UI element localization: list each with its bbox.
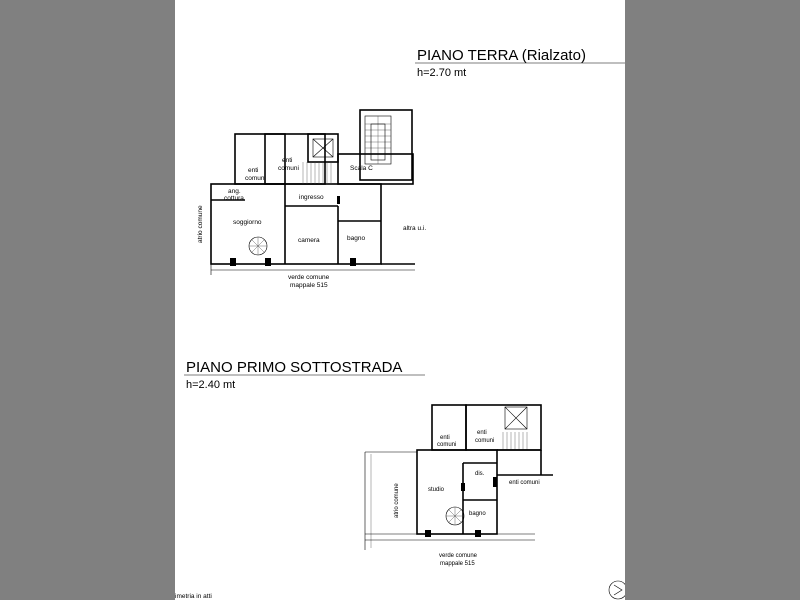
enti-comuni-left-line2: comuni <box>245 175 266 182</box>
studio-label: studio <box>428 487 445 493</box>
bs-enti-comuni-left-line2: comuni <box>437 442 457 448</box>
enti-comuni-right-line1: enti <box>282 157 293 164</box>
verde-comune-line1: verde comune <box>288 274 330 281</box>
atrio-comune-label: atrio comune <box>197 205 204 243</box>
drawing-sheet <box>175 0 625 600</box>
ingresso-label: ingresso <box>299 194 324 201</box>
enti-comuni-left-line1: enti <box>248 167 259 174</box>
ang-cottura-line1: ang. <box>228 188 241 195</box>
basement-walls <box>365 405 553 550</box>
enti-comuni-right-line2: comuni <box>278 165 299 172</box>
enti-comuni-side-label: enti comuni <box>509 480 540 486</box>
camera-label: camera <box>298 237 320 244</box>
bagno-label: bagno <box>347 235 366 242</box>
bs-verde-comune-line1: verde comune <box>439 553 478 559</box>
altra-ui-label: altra u.i. <box>403 225 427 232</box>
page-marker-icon <box>609 581 625 599</box>
soggiorno-label: soggiorno <box>233 219 262 226</box>
ground-floor-walls <box>211 134 415 275</box>
bs-enti-comuni-right-line1: enti <box>477 430 487 436</box>
bs-bagno-label: bagno <box>469 511 486 517</box>
ground-floor-height: h=2.70 mt <box>417 67 467 79</box>
bs-atrio-comune-label: atrio comune <box>394 483 400 518</box>
verde-comune-line2: mappale 515 <box>290 282 328 289</box>
ang-cottura-line2: cottura <box>224 195 244 202</box>
ground-floor-title: PIANO TERRA (Rialzato) <box>417 47 586 64</box>
bs-enti-comuni-right-line2: comuni <box>475 438 495 444</box>
footer-text: imetria in atti <box>175 593 212 600</box>
floor-plan-drawing <box>175 0 625 600</box>
bs-verde-comune-line2: mappale 515 <box>440 561 475 567</box>
bs-enti-comuni-left-line1: enti <box>440 435 450 441</box>
ground-floor-labels <box>197 157 426 289</box>
basement-title: PIANO PRIMO SOTTOSTRADA <box>186 359 403 376</box>
basement-height: h=2.40 mt <box>186 379 236 391</box>
dis-label: dis. <box>475 471 485 477</box>
scala-label: Scala C <box>350 165 373 172</box>
